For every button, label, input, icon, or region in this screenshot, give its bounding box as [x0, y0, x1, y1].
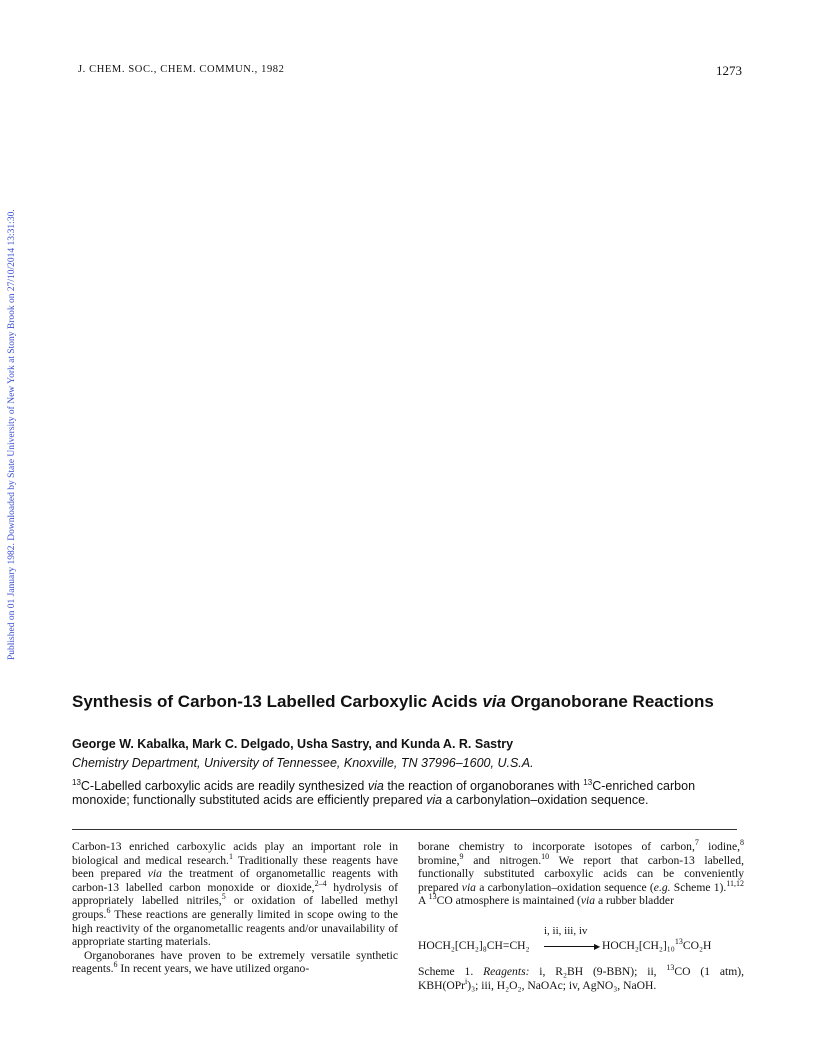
affiliation: Chemistry Department, University of Tennessee, Knoxville, TN 37996–1600, U.S.A. — [72, 756, 534, 770]
reaction-scheme — [418, 925, 744, 955]
download-watermark[interactable]: Published on 01 January 1982. Downloaded by State University of New York at Stony Brook on 27/10/2014 13:31:30. — [7, 209, 17, 660]
paragraph-continuation: borane chemistry to incorporate isotopes of carbon,$^7$ iodine,$^8$ bromine,$^9$ and nitrogen.$^{10}$ We report that carbon-13 labelled, functionally substituted carboxylic acids can be conveniently prepared via a carbonylation–oxidation sequence (e.g. Scheme 1).$^{11,12}$ A $^{13}$CO atmosphere is maintained (via a rubber bladder — [418, 838, 744, 908]
page-number: 1273 — [716, 63, 742, 78]
section-divider — [72, 829, 737, 830]
paragraph-intro: Carbon-13 enriched carboxylic acids play an important role in biological and medical research.$^1$ Traditionally these reagents have been prepared via the treatment of organometallic reagents with carbon-13 labelled carbon monoxide or dioxide,$^{2-4}$ hydrolysis of appropriately labelled nitriles,$^5$ or oxidation of labelled methyl groups.$^6$ These reactions are generally limited in scope owing to the high reactivity of the organometallic reagents and/or unavailability of appropriate starting materials. — [72, 840, 398, 949]
scheme-reactant: HOCH₂[CH₂]₈CH=CH₂ — [418, 939, 530, 952]
article-title: Synthesis of Carbon-13 Labelled Carboxylic Acids via Organoborane Reactions — [72, 692, 714, 711]
running-header: J. CHEM. SOC., CHEM. COMMUN., 1982 — [78, 64, 285, 75]
body-column-left — [72, 840, 398, 976]
abstract: $^{13}$C-Labelled carboxylic acids are readily synthesized via the reaction of organoboranes with $^{13}$C-enriched carbon monoxide; functionally substituted acids are efficiently prepared via a carbonylation–oxidation sequence. — [72, 777, 696, 807]
arrowhead-icon: ▶ — [594, 942, 601, 951]
scheme-reagent-steps: i, ii, iii, iv — [544, 925, 588, 937]
authors: George W. Kabalka, Mark C. Delgado, Usha Sastry, and Kunda A. R. Sastry — [72, 737, 514, 751]
body-column-right — [418, 840, 744, 908]
reaction-arrow — [544, 946, 598, 947]
scheme-caption: Scheme 1. Reagents: i, R₂BH (9-BBN); ii, $^{13}$CO (1 atm), KBH(OPr$^i$)₃; iii, H₂O₂, NaOAc; iv, AgNO₃, NaOH. — [418, 963, 744, 992]
scheme-product: HOCH₂[CH₂]₁₀$^{13}$CO₂H — [602, 937, 712, 952]
paragraph-organoboranes: Organoboranes have proven to be extremely versatile synthetic reagents.$^6$ In recent years, we have utilized organo- — [72, 948, 398, 976]
